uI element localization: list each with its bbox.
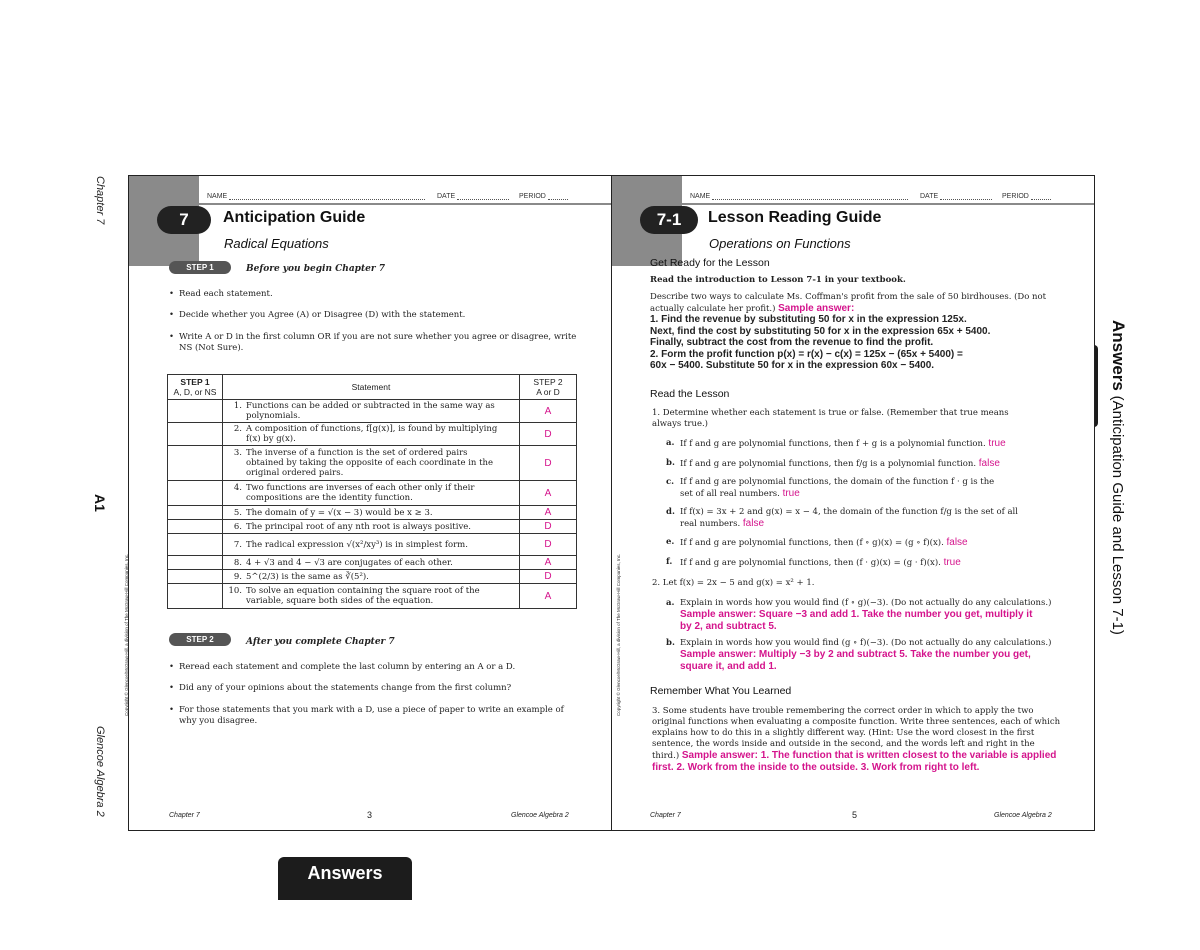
step2-answer[interactable]: A bbox=[520, 556, 577, 570]
answers-heading-sub: (Anticipation Guide and Lesson 7-1) bbox=[1109, 395, 1126, 635]
left-name-label: NAME bbox=[207, 193, 228, 200]
q1-item-e: e. If f and g are polynomial functions, then (f ∘ g)(x) = (g ∘ f)(x). false bbox=[666, 537, 968, 548]
q1-answer-b: false bbox=[978, 458, 1000, 469]
step2-answer[interactable]: D bbox=[520, 570, 577, 584]
table-row bbox=[168, 506, 577, 520]
step1-bullet-2: • Decide whether you Agree (A) or Disagree (D) with the statement. bbox=[169, 310, 466, 320]
statement-cell: 10. To solve an equation containing the square root of the variable, square both sides of the equation. bbox=[223, 584, 520, 609]
step1-cell[interactable] bbox=[168, 423, 223, 446]
right-page bbox=[611, 175, 1095, 831]
left-page-number: 3 bbox=[367, 810, 373, 820]
right-name-field bbox=[690, 192, 908, 200]
answers-tab-label: Answers bbox=[307, 863, 383, 883]
table-row bbox=[168, 481, 577, 506]
left-header-line bbox=[199, 203, 611, 205]
right-period-label: PERIOD bbox=[1002, 193, 1029, 200]
right-copyright: Copyright © Glencoe/McGraw-Hill, a division of The McGraw-Hill Companies, Inc. bbox=[616, 553, 621, 716]
left-chapter-badge-text: 7 bbox=[179, 210, 189, 229]
step2-answer[interactable]: D bbox=[520, 534, 577, 556]
left-date-label: DATE bbox=[437, 193, 456, 200]
q2-item-b: b. Explain in words how you would find (g ∘ f)(−3). (Do not actually do any calculations.) Sample answer: Multiply −3 by 2 and subtract 5. Take the number you get, square it, and add 1. bbox=[666, 638, 1066, 673]
left-footer-chapter: Chapter 7 bbox=[169, 812, 200, 819]
q2-intro: 2. Let f(x) = 2x − 5 and g(x) = x² + 1. bbox=[652, 578, 815, 588]
right-name-label: NAME bbox=[690, 193, 711, 200]
step2-bullet-1: • Reread each statement and complete the last column by entering an A or a D. bbox=[169, 662, 516, 672]
q1-item-a: a. If f and g are polynomial functions, then f + g is a polynomial function. true bbox=[666, 438, 1006, 449]
left-page-subtitle: Radical Equations bbox=[224, 236, 329, 251]
step2-answer[interactable]: D bbox=[520, 446, 577, 481]
step1-cell[interactable] bbox=[168, 584, 223, 609]
statement-cell: 5. The domain of y = √(x − 3) would be x ≥ 3. bbox=[223, 506, 520, 520]
step2-pill: STEP 2 bbox=[169, 633, 231, 646]
step2-bullet-3: • For those statements that you mark with a D, use a piece of paper to write an example of why you disagree. bbox=[169, 705, 564, 726]
step1-cell[interactable] bbox=[168, 400, 223, 423]
right-date-label: DATE bbox=[920, 193, 939, 200]
right-page-title: Lesson Reading Guide bbox=[708, 209, 882, 226]
answers-heading bbox=[1108, 320, 1128, 635]
q2b-text: Explain in words how you would find (g ∘ f)(−3). (Do not actually do any calculations.) bbox=[680, 638, 1052, 648]
margin-chapter-label: Chapter 7 bbox=[94, 176, 106, 225]
statement-cell: 8. 4 + √3 and 4 − √3 are conjugates of each other. bbox=[223, 556, 520, 570]
table-row bbox=[168, 423, 577, 446]
step1-pill: STEP 1 bbox=[169, 261, 231, 274]
margin-book-title: Glencoe Algebra 2 bbox=[94, 726, 106, 817]
q1-intro: 1. Determine whether each statement is true or false. (Remember that true means always true.) bbox=[652, 408, 1009, 429]
q1-item-c: c. If f and g are polynomial functions, the domain of the function f · g is the set of all real numbers. true bbox=[666, 477, 995, 499]
describe-question bbox=[650, 292, 1060, 315]
right-footer-chapter: Chapter 7 bbox=[650, 812, 681, 819]
step1-cell[interactable] bbox=[168, 520, 223, 534]
header-statement: Statement bbox=[223, 375, 520, 400]
q1-answer-a: true bbox=[988, 438, 1006, 449]
q2b-answer: Sample answer: Multiply −3 by 2 and subtract 5. Take the number you get, square it, and add 1. bbox=[680, 649, 1031, 672]
statement-cell: 3. The inverse of a function is the set of ordered pairs obtained by taking the opposite of each coordinate in the original ordered pairs. bbox=[223, 446, 520, 481]
step1-bullet-1: • Read each statement. bbox=[169, 289, 273, 299]
table-row bbox=[168, 584, 577, 609]
q1-answer-d: false bbox=[742, 518, 765, 529]
q2-item-a: a. Explain in words how you would find (f ∘ g)(−3). (Do not actually do any calculations.) Sample answer: Square −3 and add 1. Take the number you get, multiply it by 2, and subtract 5. bbox=[666, 598, 1066, 633]
q2a-answer: Sample answer: Square −3 and add 1. Take the number you get, multiply it by 2, and subtract 5. bbox=[680, 609, 1033, 632]
right-page-number: 5 bbox=[852, 810, 858, 820]
left-chapter-badge bbox=[157, 206, 211, 234]
statement-cell: 4. Two functions are inverses of each other only if their compositions are the identity function. bbox=[223, 481, 520, 506]
step2-answer[interactable]: D bbox=[520, 520, 577, 534]
q1-item-d: d. If f(x) = 3x + 2 and g(x) = x − 4, the domain of the function f/g is the set of all real numbers. false bbox=[666, 507, 1018, 529]
left-copyright: Copyright © Glencoe/McGraw-Hill, a division of The McGraw-Hill Companies, Inc. bbox=[124, 553, 129, 716]
describe-answer-lead: Sample answer: bbox=[778, 303, 855, 314]
left-name-field bbox=[207, 192, 425, 200]
step1-bullet-3: • Write A or D in the first column OR if you are not sure whether you agree or disagree, write NS (Not Sure). bbox=[169, 332, 577, 353]
right-lesson-badge-text: 7-1 bbox=[656, 210, 682, 229]
statement-cell: 6. The principal root of any nth root is always positive. bbox=[223, 520, 520, 534]
right-footer-book: Glencoe Algebra 2 bbox=[994, 812, 1052, 819]
q1-item-f: f. If f and g are polynomial functions, then (f · g)(x) = (g · f)(x). true bbox=[666, 557, 961, 568]
table-row bbox=[168, 556, 577, 570]
get-ready-heading: Get Ready for the Lesson bbox=[650, 257, 770, 269]
table-row bbox=[168, 520, 577, 534]
step1-cell[interactable] bbox=[168, 446, 223, 481]
remember-heading: Remember What You Learned bbox=[650, 685, 792, 697]
left-period-field bbox=[519, 192, 568, 200]
left-date-field bbox=[437, 192, 509, 200]
q3-text: 3. Some students have trouble remembering the correct order in which to apply the two original functions when evaluating a composite function. Write three sentences, each of which explains how to do this in a slightly different way. (Hint: Use the word closest in the first sentence, the words inside and outside in the second, and the words left and right in the third.) bbox=[652, 706, 1061, 761]
q1-answer-e: false bbox=[946, 537, 968, 548]
anticipation-table bbox=[167, 374, 577, 609]
left-page bbox=[124, 175, 612, 831]
read-lesson-heading: Read the Lesson bbox=[650, 388, 730, 400]
step1-cell[interactable] bbox=[168, 556, 223, 570]
header-step1: STEP 1 A, D, or NS bbox=[168, 375, 223, 400]
step1-caption: Before you begin Chapter 7 bbox=[246, 264, 385, 274]
q1-answer-c: true bbox=[782, 488, 800, 499]
describe-answer: 1. Find the revenue by substituting 50 for x in the expression 125x. Next, find the cost by substituting 50 for x in the expression 65x + 5400. Finally, subtract the cost from the revenue to find the profit. 2. Form the profit function p(x) = r(x) − c(x) = 125x − (65x + 5400) = 60x − 5400. Substitute 50 for x in the expression 60x − 5400. bbox=[650, 314, 991, 371]
margin-page-code: A1 bbox=[92, 494, 108, 512]
right-lesson-badge bbox=[640, 206, 698, 234]
table-row bbox=[168, 446, 577, 481]
statement-cell: 9. 5^(2/3) is the same as ∛(5²). bbox=[223, 570, 520, 584]
q3-answer: Sample answer: 1. The function that is written closest to the variable is applied first. 2. Work from the inside to the outside. 3. Work from right to left. bbox=[652, 750, 1057, 773]
step2-caption: After you complete Chapter 7 bbox=[246, 637, 395, 647]
step2-answer[interactable]: A bbox=[520, 481, 577, 506]
step2-bullet-2: • Did any of your opinions about the statements change from the first column? bbox=[169, 683, 512, 693]
q1-item-b: b. If f and g are polynomial functions, then f/g is a polynomial function. false bbox=[666, 458, 1000, 469]
left-period-label: PERIOD bbox=[519, 193, 546, 200]
table-row bbox=[168, 400, 577, 423]
step2-answer[interactable]: D bbox=[520, 423, 577, 446]
describe-question-text: Describe two ways to calculate Ms. Coffman's profit from the sale of 50 birdhouses. (Do not actually calculate her profit.) bbox=[650, 292, 1047, 314]
q1-answer-f: true bbox=[943, 557, 961, 568]
step2-answer[interactable]: A bbox=[520, 506, 577, 520]
statement-cell: 2. A composition of functions, f[g(x)], is found by multiplying f(x) by g(x). bbox=[223, 423, 520, 446]
answers-tab bbox=[278, 857, 412, 900]
right-header-line bbox=[682, 203, 1094, 205]
table-header-row bbox=[168, 375, 577, 400]
step2-answer[interactable]: A bbox=[520, 400, 577, 423]
left-footer-book: Glencoe Algebra 2 bbox=[511, 812, 569, 819]
statement-cell: 1. Functions can be added or subtracted in the same way as polynomials. bbox=[223, 400, 520, 423]
q3-question bbox=[652, 706, 1062, 774]
q2a-text: Explain in words how you would find (f ∘ g)(−3). (Do not actually do any calculations.) bbox=[680, 598, 1052, 608]
left-page-title: Anticipation Guide bbox=[223, 209, 366, 226]
step1-cell[interactable] bbox=[168, 506, 223, 520]
right-page-subtitle: Operations on Functions bbox=[709, 236, 851, 251]
step1-cell[interactable] bbox=[168, 570, 223, 584]
statement-cell: 7. The radical expression √(x²/xy³) is in simplest form. bbox=[223, 534, 520, 556]
right-date-field bbox=[920, 192, 992, 200]
step1-cell[interactable] bbox=[168, 534, 223, 556]
answers-heading-bold: Answers bbox=[1109, 320, 1128, 391]
header-step2: STEP 2 A or D bbox=[520, 375, 577, 400]
table-row bbox=[168, 534, 577, 556]
right-period-field bbox=[1002, 192, 1051, 200]
read-intro: Read the introduction to Lesson 7-1 in your textbook. bbox=[650, 275, 906, 285]
table-row bbox=[168, 570, 577, 584]
step2-answer[interactable]: A bbox=[520, 584, 577, 609]
step1-cell[interactable] bbox=[168, 481, 223, 506]
